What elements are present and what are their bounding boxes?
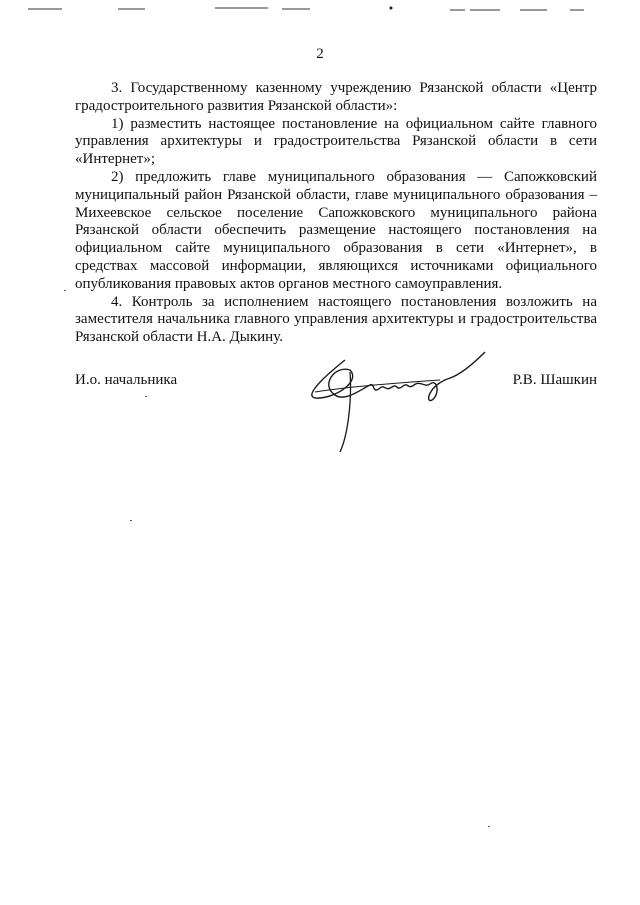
signatory-title: И.о. начальника bbox=[75, 372, 178, 388]
scan-speck bbox=[64, 290, 66, 291]
handwritten-signature bbox=[290, 340, 490, 460]
paragraph-3-1: 1) разместить настоящее постановление на официальном сайте главного управления архитектуры и градостроительства Рязанской области в сети «Интернет»; bbox=[75, 115, 597, 168]
paragraph-4: 4. Контроль за исполнением настоящего постановления возложить на заместителя начальника главного управления архитектуры и градостроительства Рязанской области Н.А. Дыкину. bbox=[75, 293, 597, 346]
scan-edge-artifacts bbox=[0, 0, 640, 20]
scan-speck bbox=[145, 396, 147, 397]
paragraph-3-2: 2) предложить главе муниципального образования — Сапожковский муниципальный район Рязанской области, главе муниципального образования – Михеевское сельское поселение Сапожковского муниципального района Рязанской области обеспечить размещение настоящего постановления на официальном сайте муниципального образования в сети «Интернет», в средствах массовой информации, являющихся источниками официального опубликования правовых актов органов местного самоуправления. bbox=[75, 168, 597, 292]
signatory-name: Р.В. Шашкин bbox=[512, 372, 597, 388]
document-body bbox=[75, 80, 597, 347]
scan-speck bbox=[130, 520, 132, 521]
paragraph-3: 3. Государственному казенному учреждению Рязанской области «Центр градостроительного развития Рязанской области»: bbox=[75, 80, 597, 114]
page-number: 2 bbox=[316, 46, 324, 62]
scan-speck bbox=[488, 826, 490, 827]
